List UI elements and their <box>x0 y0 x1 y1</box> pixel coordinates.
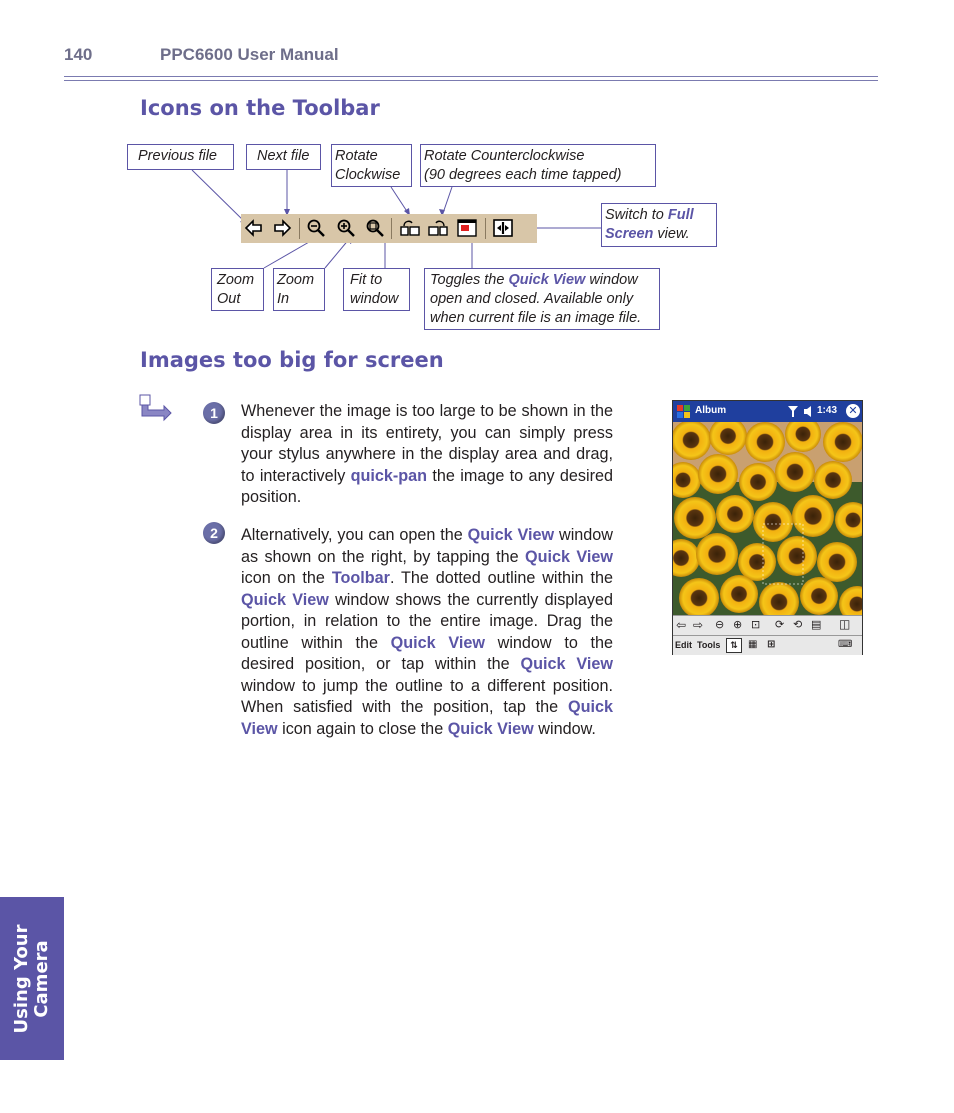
pda-title-bar <box>673 401 862 422</box>
callout-quick-view: Toggles the Quick View window open and closed. Available only when current file is an image file. <box>424 268 660 330</box>
sunflower-photo <box>673 422 862 615</box>
callout-rotate-clockwise: Rotate Clockwise <box>331 144 412 187</box>
pda-menu-tools[interactable]: Tools <box>697 640 721 650</box>
zoom-in-icon <box>335 217 357 239</box>
callout-rotate-counterclockwise: Rotate Counterclockwise (90 degrees each time tapped) <box>420 144 656 187</box>
pda-grid-icon[interactable]: ▦ <box>748 639 758 650</box>
toolbar-separator <box>299 218 300 239</box>
pda-menu-edit[interactable]: Edit <box>675 640 692 650</box>
pda-quick-view-icon[interactable]: ▤ <box>811 619 822 631</box>
close-icon[interactable]: ✕ <box>846 404 860 418</box>
rotate-clockwise-icon <box>399 217 421 239</box>
toolbar-separator <box>391 218 392 239</box>
fit-to-window-icon <box>364 217 386 239</box>
chapter-side-tab-label: Using Your Camera <box>11 924 52 1033</box>
procedure-arrow-icon <box>138 394 174 424</box>
pda-rotate-ccw-icon[interactable]: ⟲ <box>793 619 803 631</box>
pda-rotate-cw-icon[interactable]: ⟳ <box>775 619 785 631</box>
windows-start-icon <box>676 404 691 419</box>
signal-icon <box>787 405 801 418</box>
pda-fit-icon[interactable]: ⊡ <box>751 619 761 631</box>
callout-zoom-in: Zoom In <box>273 268 325 311</box>
zoom-out-icon <box>305 217 327 239</box>
pda-toolbar <box>673 615 862 636</box>
page-number: 140 <box>64 45 93 64</box>
step-1-text: Whenever the image is too large to be shown in the display area in its entirety, you can simply press your stylus anywhere in the display area and drag, to interactively quick-pan the image to any desired position. <box>241 402 613 506</box>
pda-previous-icon[interactable]: ⇦ <box>676 618 687 632</box>
rotate-counterclockwise-icon <box>427 217 449 239</box>
step-2-badge: 2 <box>203 522 225 544</box>
pda-time: 1:43 <box>817 405 838 416</box>
pda-zoom-out-icon[interactable]: ⊖ <box>715 619 725 631</box>
previous-file-icon <box>243 217 265 239</box>
pda-full-screen-icon[interactable]: ◫ <box>839 617 851 631</box>
sunflower-image <box>673 422 862 615</box>
speaker-icon <box>803 405 813 418</box>
pda-keyboard-icon[interactable]: ⌨ <box>838 639 853 650</box>
full-screen-icon <box>492 217 514 239</box>
pda-next-icon[interactable]: ⇨ <box>693 618 704 632</box>
chapter-side-tab <box>0 897 64 1060</box>
manual-title: PPC6600 User Manual <box>160 45 339 64</box>
quick-view-icon <box>456 217 478 239</box>
callout-previous-file: Previous file <box>127 144 234 170</box>
callout-fit-to-window: Fit to window <box>343 268 410 311</box>
callout-next-file: Next file <box>246 144 321 170</box>
toolbar-illustration <box>241 214 537 243</box>
callout-full-screen: Switch to Full Screen view. <box>601 203 717 247</box>
section-heading-toolbar-icons: Icons on the Toolbar <box>140 96 380 120</box>
pda-screenshot <box>672 400 863 655</box>
pda-pan-icon[interactable]: ⇅ <box>726 638 742 653</box>
callout-zoom-out: Zoom Out <box>211 268 264 311</box>
pda-zoom-in-icon[interactable]: ⊕ <box>733 619 743 631</box>
pda-camera-icon[interactable]: ⊞ <box>767 639 776 650</box>
section-heading-images-too-big: Images too big for screen <box>140 348 444 372</box>
pda-menu-bar <box>673 635 862 655</box>
next-file-icon <box>271 217 293 239</box>
step-2-text: Alternatively, you can open the Quick View window as shown on the right, by tapping the Quick View icon on the Toolbar. The dotted outline within the Quick View window shows the currently displayed portion, in relation to the entire image. Drag the outline within the Quick View window to the desired position, or tap within the Quick View window to jump the outline to a different position. When satisfied with the position, tap the Quick View icon again to close the Quick View window. <box>241 526 614 738</box>
step-1-badge: 1 <box>203 402 225 424</box>
pda-app-title: Album <box>695 405 727 416</box>
toolbar-separator <box>485 218 486 239</box>
